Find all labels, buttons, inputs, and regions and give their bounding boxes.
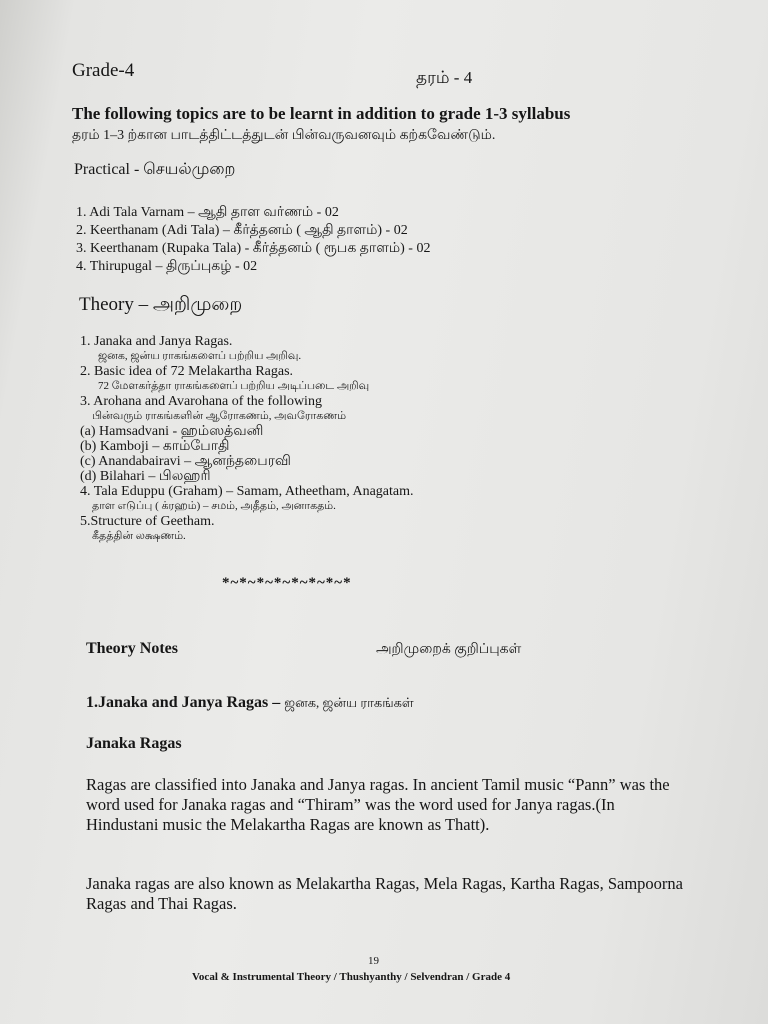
list-item-tamil: ஜனக, ஜன்ய ராகங்களைப் பற்றிய அறிவு. <box>98 350 302 362</box>
notes-title: Theory Notes <box>86 640 178 657</box>
paragraph: Janaka ragas are also known as Melakartha Ragas, Mela Ragas, Kartha Ragas, Sampoorna Ragas and Thai Ragas. <box>86 874 684 913</box>
page-number: 19 <box>368 955 379 967</box>
list-item: 1. Adi Tala Varnam – ஆதி தாள வர்ணம் - 02 <box>76 205 339 220</box>
list-item: (a) Hamsadvani - ஹம்ஸத்வனி <box>80 424 264 439</box>
grade-heading-tamil: தரம் - 4 <box>416 68 473 87</box>
section-heading <box>86 694 414 712</box>
grade-heading: Grade-4 <box>72 60 135 81</box>
separator: *~*~*~*~*~*~*~* <box>222 575 352 591</box>
list-item-tamil: 72 மேளகர்த்தா ராகங்களைப் பற்றிய அடிப்படை அறிவு <box>98 380 370 392</box>
list-item: 3. Arohana and Avarohana of the following <box>80 394 322 409</box>
theory-list <box>80 334 414 544</box>
intro-text-tamil: தரம் 1–3 ற்கான பாடத்திட்டத்துடன் பின்வருவனவும் கற்கவேண்டும். <box>72 128 496 143</box>
list-item: (c) Anandabairavi – ஆனந்தபைரவி <box>80 454 291 469</box>
footer-text: Vocal & Instrumental Theory / Thushyanthy / Selvendran / Grade 4 <box>192 971 511 983</box>
subheading: Janaka Ragas <box>86 735 182 752</box>
list-item: (b) Kamboji – காம்போதி <box>80 439 230 454</box>
list-item-tamil: பின்வரும் ராகங்களின் ஆரோகணம், அவரோகணம் <box>92 410 347 422</box>
intro-text: The following topics are to be learnt in addition to grade 1-3 syllabus <box>72 104 571 123</box>
list-item: 3. Keerthanam (Rupaka Tala) - கீர்த்தனம் ( ரூபக தாளம்) - 02 <box>76 241 431 256</box>
practical-list <box>76 204 430 276</box>
list-item-tamil: தாள எடுப்பு ( க்ரஹம்) – சமம், அதீதம், அனாகதம். <box>92 500 336 512</box>
list-item: 4. Thirupugal – திருப்புகழ் - 02 <box>76 259 258 274</box>
list-item: 1. Janaka and Janya Ragas. <box>80 334 233 349</box>
list-item: 5.Structure of Geetham. <box>80 514 215 529</box>
practical-heading: Practical - செயல்முறை <box>74 161 236 178</box>
list-item: 2. Basic idea of 72 Melakartha Ragas. <box>80 364 294 379</box>
notes-title-tamil: அறிமுறைக் குறிப்புகள் <box>376 642 522 657</box>
list-item: 4. Tala Eduppu (Graham) – Samam, Atheetham, Anagatam. <box>80 484 414 499</box>
list-item: 2. Keerthanam (Adi Tala) – கீர்த்தனம் ( ஆதி தாளம்) - 02 <box>76 223 408 238</box>
paragraph: Ragas are classified into Janaka and Janya ragas. In ancient Tamil music “Pann” was the word used for Janaka ragas and “Thiram” was the word used for Janya ragas.(In Hindustani music the Melakartha Ragas are known as Thatt). <box>86 775 670 834</box>
list-item-tamil: கீதத்தின் லக்ஷணம். <box>92 530 186 542</box>
list-item: (d) Bilahari – பிலஹரி <box>80 469 211 484</box>
theory-heading: Theory – அறிமுறை <box>79 294 243 315</box>
section-heading-english: 1.Janaka and Janya Ragas – <box>86 694 281 711</box>
section-heading-tamil: ஜனக, ஜன்ய ராகங்கள் <box>284 695 414 710</box>
